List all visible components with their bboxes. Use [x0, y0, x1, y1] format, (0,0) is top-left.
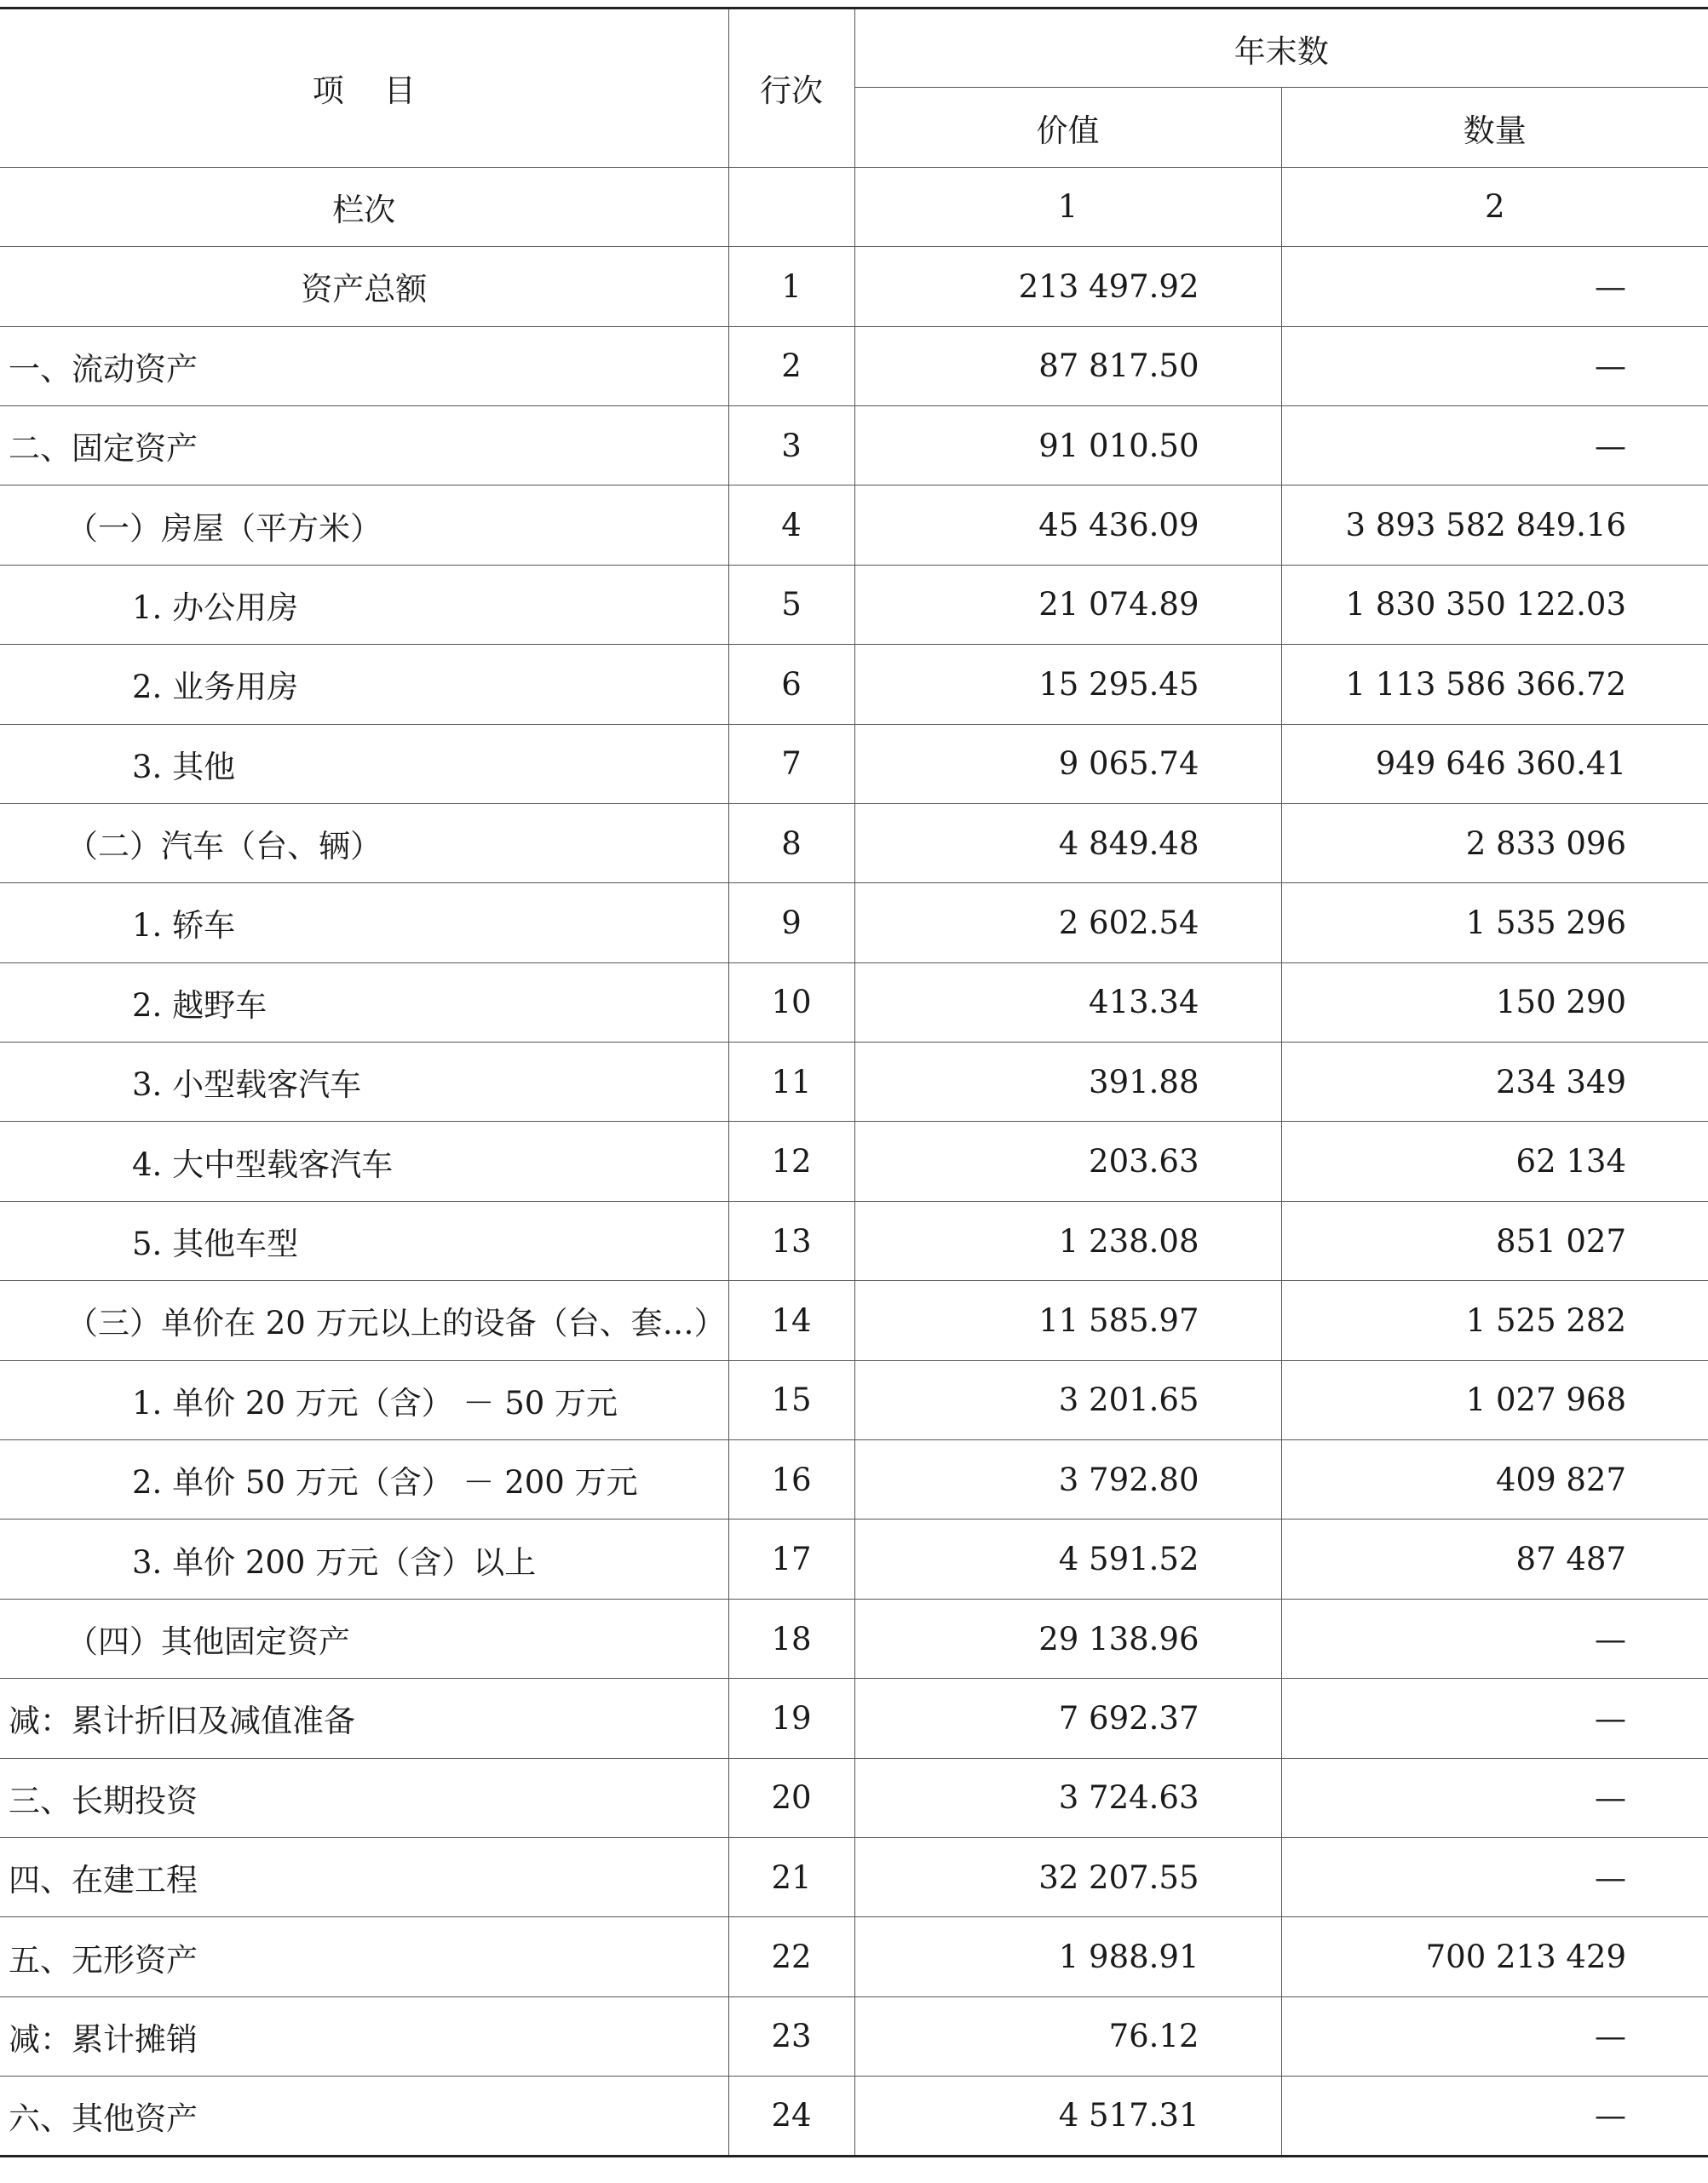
row-item-label: 5. 其他车型: [0, 1201, 728, 1280]
row-item-label: 3. 单价 200 万元（含）以上: [0, 1519, 728, 1599]
row-value: 9 065.74: [854, 724, 1281, 803]
column-index-value: 1: [854, 167, 1281, 246]
row-quantity: 234 349: [1281, 1043, 1708, 1122]
table-row: [0, 565, 1708, 644]
row-quantity: 851 027: [1281, 1201, 1708, 1280]
row-number: 5: [728, 565, 854, 644]
row-value: 45 436.09: [854, 485, 1281, 565]
row-quantity: —: [1281, 405, 1708, 485]
row-number: 12: [728, 1122, 854, 1201]
row-item-label: 4. 大中型载客汽车: [0, 1122, 728, 1201]
column-index-item: 栏次: [0, 167, 728, 246]
column-index-row-no: [728, 167, 854, 246]
row-quantity: —: [1281, 1996, 1708, 2076]
row-number: 24: [728, 2077, 854, 2156]
row-quantity: —: [1281, 2077, 1708, 2156]
row-number: 7: [728, 724, 854, 803]
row-quantity: —: [1281, 1679, 1708, 1758]
row-item-label: 四、在建工程: [0, 1837, 728, 1916]
table-row: [0, 485, 1708, 565]
row-item-label: 六、其他资产: [0, 2077, 728, 2156]
row-item-label: （二）汽车（台、辆）: [0, 803, 728, 882]
row-number: 16: [728, 1440, 854, 1519]
row-value: 32 207.55: [854, 1837, 1281, 1916]
row-item-label: 1. 单价 20 万元（含） － 50 万元: [0, 1360, 728, 1439]
column-index-quantity: 2: [1281, 167, 1708, 246]
table-row: [0, 2077, 1708, 2156]
row-value: 1 988.91: [854, 1917, 1281, 1996]
header-year-end: 年末数: [854, 9, 1708, 88]
row-value: 15 295.45: [854, 645, 1281, 724]
row-item-label: （三）单价在 20 万元以上的设备（台、套…）: [0, 1281, 728, 1360]
row-quantity: 700 213 429: [1281, 1917, 1708, 1996]
row-item-label: 二、固定资产: [0, 405, 728, 485]
row-value: 203.63: [854, 1122, 1281, 1201]
row-value: 29 138.96: [854, 1599, 1281, 1678]
row-item-label: 2. 业务用房: [0, 645, 728, 724]
row-quantity: —: [1281, 1758, 1708, 1837]
row-item-label: 3. 其他: [0, 724, 728, 803]
asset-table: [0, 7, 1708, 2157]
row-quantity: —: [1281, 1837, 1708, 1916]
row-number: 4: [728, 485, 854, 565]
row-value: 3 792.80: [854, 1440, 1281, 1519]
row-number: 18: [728, 1599, 854, 1678]
row-number: 23: [728, 1996, 854, 2076]
row-item-label: （一）房屋（平方米）: [0, 485, 728, 565]
header-quantity: 数量: [1281, 88, 1708, 167]
row-item-label: 五、无形资产: [0, 1917, 728, 1996]
row-value: 3 201.65: [854, 1360, 1281, 1439]
row-quantity: 1 027 968: [1281, 1360, 1708, 1439]
row-item-label: 三、长期投资: [0, 1758, 728, 1837]
row-quantity: —: [1281, 1599, 1708, 1678]
row-number: 10: [728, 962, 854, 1042]
row-value: 87 817.50: [854, 326, 1281, 405]
row-number: 15: [728, 1360, 854, 1439]
row-number: 21: [728, 1837, 854, 1916]
row-value: 11 585.97: [854, 1281, 1281, 1360]
row-item-label: 减：累计折旧及减值准备: [0, 1679, 728, 1758]
header-value: 价值: [854, 88, 1281, 167]
row-number: 6: [728, 645, 854, 724]
row-quantity: 87 487: [1281, 1519, 1708, 1599]
column-index-row: [0, 167, 1708, 246]
row-number: 11: [728, 1043, 854, 1122]
table-row: [0, 1201, 1708, 1280]
table-row: [0, 1043, 1708, 1122]
row-value: 4 591.52: [854, 1519, 1281, 1599]
row-value: 4 517.31: [854, 2077, 1281, 2156]
row-value: 7 692.37: [854, 1679, 1281, 1758]
row-quantity: 2 833 096: [1281, 803, 1708, 882]
table-row: [0, 405, 1708, 485]
row-value: 21 074.89: [854, 565, 1281, 644]
row-value: 76.12: [854, 1996, 1281, 2076]
row-value: 91 010.50: [854, 405, 1281, 485]
table-row: [0, 724, 1708, 803]
row-item-label: 1. 办公用房: [0, 565, 728, 644]
row-quantity: 1 113 586 366.72: [1281, 645, 1708, 724]
table-row: [0, 1122, 1708, 1201]
row-quantity: 62 134: [1281, 1122, 1708, 1201]
table-row: [0, 326, 1708, 405]
table-row: [0, 962, 1708, 1042]
row-value: 213 497.92: [854, 247, 1281, 326]
row-value: 413.34: [854, 962, 1281, 1042]
row-quantity: 1 830 350 122.03: [1281, 565, 1708, 644]
header-row-top: [0, 9, 1708, 88]
row-item-label: 2. 单价 50 万元（含） － 200 万元: [0, 1440, 728, 1519]
row-value: 391.88: [854, 1043, 1281, 1122]
table-row: [0, 883, 1708, 962]
row-number: 20: [728, 1758, 854, 1837]
row-value: 4 849.48: [854, 803, 1281, 882]
row-number: 17: [728, 1519, 854, 1599]
table-row: [0, 645, 1708, 724]
row-item-label: 一、流动资产: [0, 326, 728, 405]
row-item-label: 1. 轿车: [0, 883, 728, 962]
row-number: 8: [728, 803, 854, 882]
row-item-label: 资产总额: [0, 247, 728, 326]
row-number: 22: [728, 1917, 854, 1996]
row-quantity: 949 646 360.41: [1281, 724, 1708, 803]
table-row: [0, 1360, 1708, 1439]
row-number: 3: [728, 405, 854, 485]
header-row-no: 行次: [728, 9, 854, 168]
header-item: 项 目: [0, 9, 728, 168]
table-row: [0, 1519, 1708, 1599]
row-value: 2 602.54: [854, 883, 1281, 962]
row-number: 2: [728, 326, 854, 405]
row-quantity: 3 893 582 849.16: [1281, 485, 1708, 565]
row-quantity: —: [1281, 326, 1708, 405]
row-item-label: （四）其他固定资产: [0, 1599, 728, 1678]
row-value: 1 238.08: [854, 1201, 1281, 1280]
table-row: [0, 1758, 1708, 1837]
table-row: [0, 1599, 1708, 1678]
table-row: [0, 247, 1708, 326]
table-row: [0, 1837, 1708, 1916]
row-quantity: 150 290: [1281, 962, 1708, 1042]
row-number: 1: [728, 247, 854, 326]
table-row: [0, 1440, 1708, 1519]
table-row: [0, 1917, 1708, 1996]
table-row: [0, 1996, 1708, 2076]
row-quantity: —: [1281, 247, 1708, 326]
row-number: 9: [728, 883, 854, 962]
row-value: 3 724.63: [854, 1758, 1281, 1837]
row-quantity: 1 525 282: [1281, 1281, 1708, 1360]
row-quantity: 409 827: [1281, 1440, 1708, 1519]
row-number: 14: [728, 1281, 854, 1360]
row-quantity: 1 535 296: [1281, 883, 1708, 962]
row-item-label: 3. 小型载客汽车: [0, 1043, 728, 1122]
table-row: [0, 1281, 1708, 1360]
table-row: [0, 803, 1708, 882]
row-item-label: 减：累计摊销: [0, 1996, 728, 2076]
row-item-label: 2. 越野车: [0, 962, 728, 1042]
row-number: 19: [728, 1679, 854, 1758]
row-number: 13: [728, 1201, 854, 1280]
table-row: [0, 1679, 1708, 1758]
